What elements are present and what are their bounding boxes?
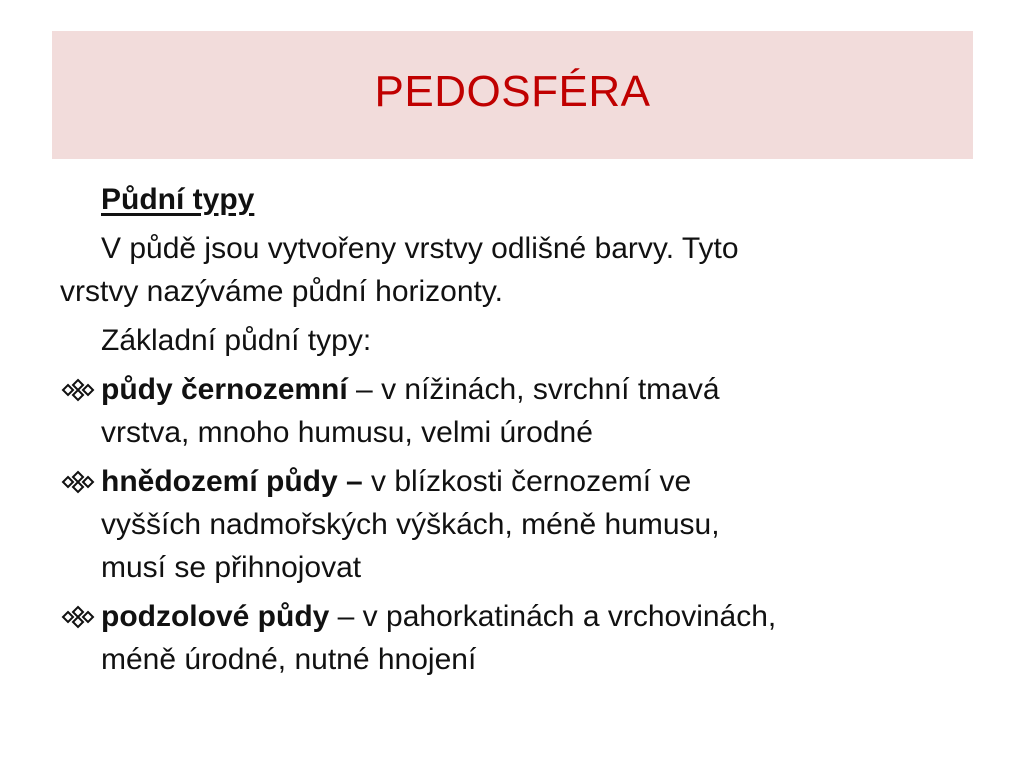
- bullet-item-podzol: [60, 595, 980, 681]
- bullet-text: v blízkosti černozemí ve: [362, 465, 692, 498]
- bullet-item-chernozem: [60, 368, 980, 454]
- intro-line-2: vrstvy nazýváme půdní horizonty.: [60, 275, 503, 308]
- bullet-text-continued: vyšších nadmořských výškách, méně humusu,: [101, 508, 720, 541]
- intro-line-1: V půdě jsou vytvořeny vrstvy odlišné barvy. Tyto: [101, 232, 739, 265]
- bullet-item-hnedozem: [60, 460, 980, 589]
- bullet-term: půdy černozemní: [101, 373, 348, 406]
- slide-content: [60, 178, 980, 681]
- bullet-text: – v nížinách, svrchní tmavá: [347, 373, 720, 406]
- bullet-text-continued: méně úrodné, nutné hnojení: [101, 643, 477, 676]
- bullet-text: – v pahorkatinách a vrchovinách,: [329, 600, 777, 633]
- title-band: [52, 31, 973, 159]
- bullet-text-continued: musí se přihnojovat: [101, 551, 362, 584]
- bullet-term: podzolové půdy: [101, 600, 330, 633]
- slide-title: PEDOSFÉRA: [374, 67, 651, 116]
- types-label: Základní půdní typy:: [101, 324, 372, 357]
- bullet-text-continued: vrstva, mnoho humusu, velmi úrodné: [101, 416, 593, 449]
- four-diamond-bullet-icon: [60, 377, 96, 403]
- four-diamond-bullet-icon: [60, 604, 96, 630]
- bullet-term: hnědozemí půdy –: [101, 465, 363, 498]
- section-heading-line: [60, 178, 980, 221]
- section-heading: Půdní typy: [101, 183, 255, 216]
- four-diamond-bullet-icon: [60, 469, 96, 495]
